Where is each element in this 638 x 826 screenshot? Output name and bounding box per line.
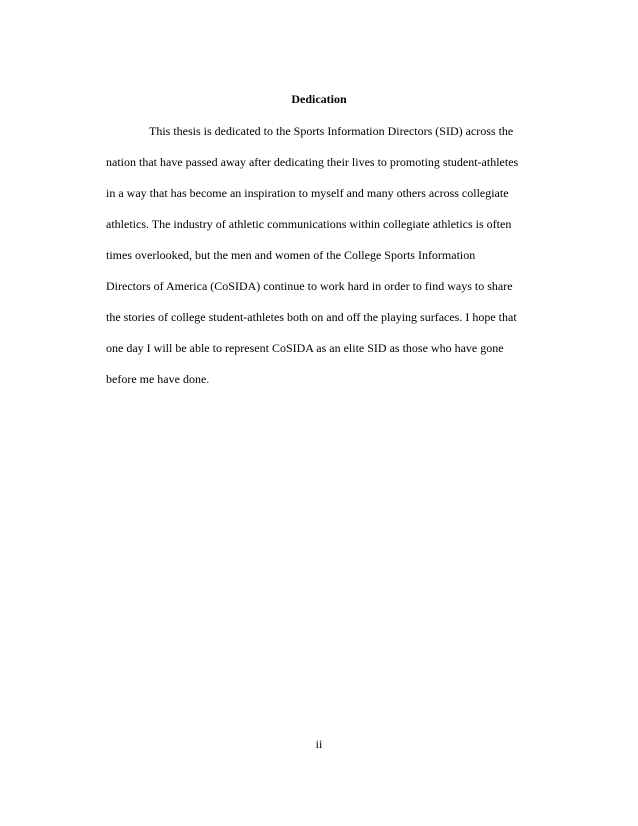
body-line-7: the stories of college student-athletes both on and off the playing surfaces. I hope that (106, 310, 517, 324)
body-line-6: Directors of America (CoSIDA) continue to work hard in order to find ways to share (106, 279, 513, 293)
body-line-5: times overlooked, but the men and women of the College Sports Information (106, 248, 476, 262)
page-title: Dedication (291, 92, 347, 106)
body-line-3: in a way that has become an inspiration to myself and many others across collegiate (106, 186, 509, 200)
body-line-8: one day I will be able to represent CoSIDA as an elite SID as those who have gone (106, 341, 504, 355)
body-line-9: before me have done. (106, 372, 210, 386)
body-line-1: This thesis is dedicated to the Sports Information Directors (SID) across the (149, 124, 514, 138)
page-number: ii (315, 737, 323, 751)
body-line-4: athletics. The industry of athletic communications within collegiate athletics is often (106, 217, 512, 231)
body-line-2: nation that have passed away after dedicating their lives to promoting student-athletes (106, 155, 519, 169)
